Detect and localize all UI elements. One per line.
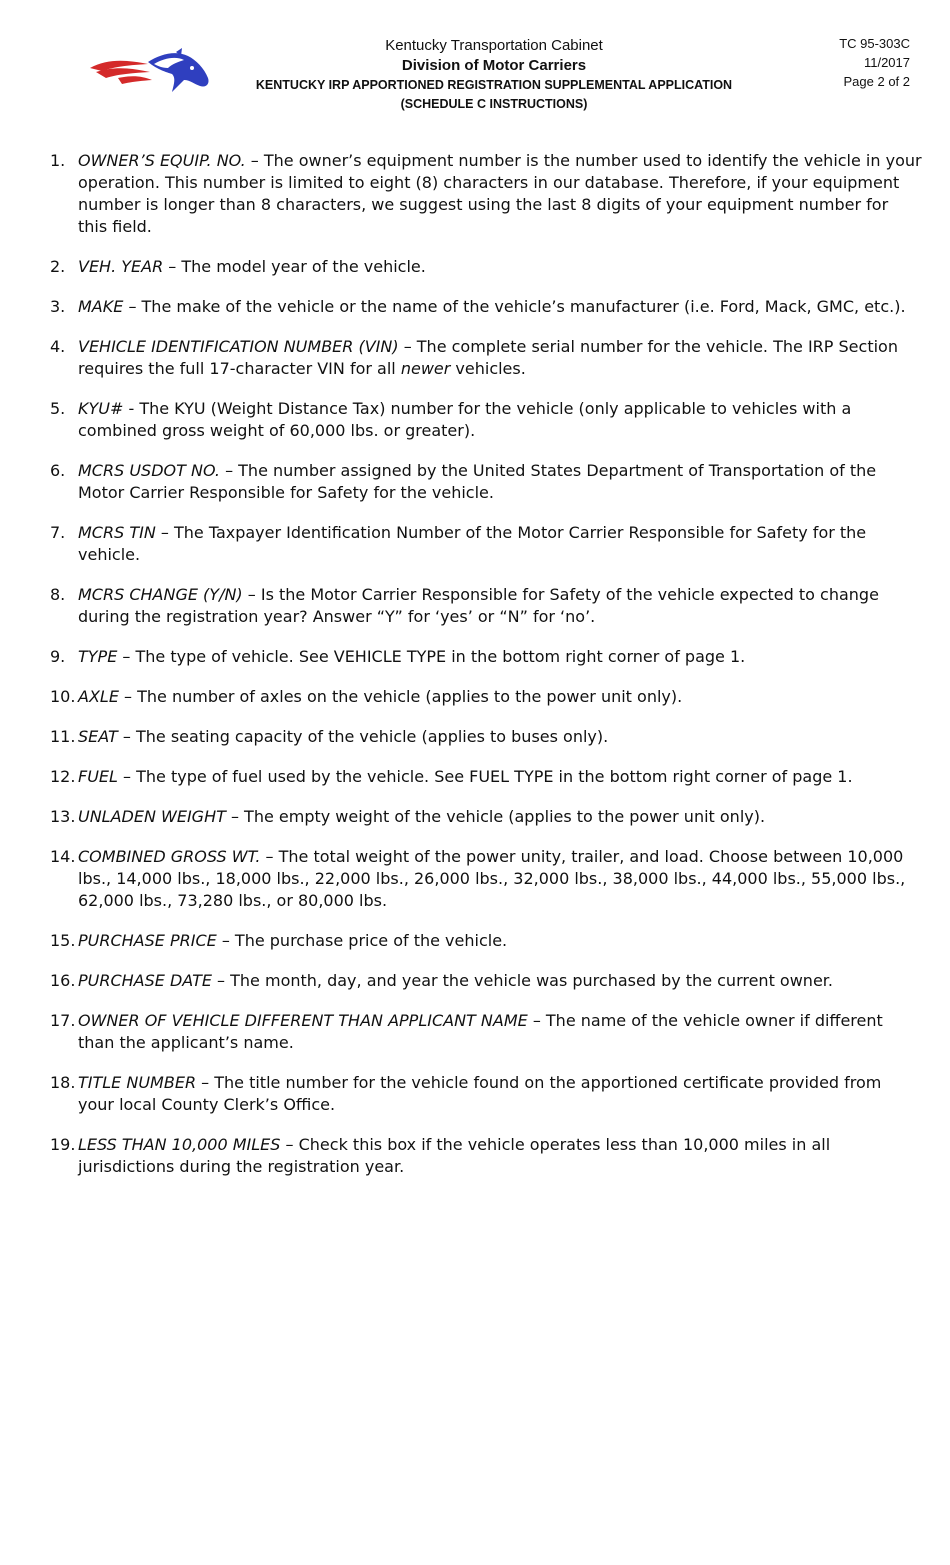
form-identifier bbox=[839, 34, 910, 91]
field-term: COMBINED GROSS WT. bbox=[78, 847, 261, 866]
field-term: FUEL bbox=[78, 767, 118, 786]
field-description: – The type of vehicle. See VEHICLE TYPE in the bottom right corner of page 1. bbox=[117, 647, 746, 666]
item-number: 9. bbox=[50, 647, 66, 666]
field-description: - The KYU (Weight Distance Tax) number for the vehicle (only applicable to vehicles with a combined gross weight of 60,000 lbs. or greater). bbox=[78, 399, 852, 440]
form-date: 11/2017 bbox=[863, 55, 910, 70]
form-number: TC 95-303C bbox=[839, 36, 910, 51]
item-number: 16. bbox=[50, 971, 76, 990]
field-term: OWNER OF VEHICLE DIFFERENT THAN APPLICANT NAME bbox=[78, 1011, 528, 1030]
item-number: 13. bbox=[50, 807, 76, 826]
field-term: TYPE bbox=[78, 647, 118, 666]
field-description: – The owner’s equipment number is the number used to identify the vehicle in your operation. This number is limited to eight (8) characters in our database. Therefore, if your equipment number is longer than 8 characters, we suggest using the last 8 digits of your equipment number for this field. bbox=[78, 151, 922, 236]
field-term: AXLE bbox=[78, 687, 119, 706]
item-number: 8. bbox=[50, 585, 66, 604]
field-term: VEH. YEAR bbox=[78, 257, 164, 276]
document-header bbox=[240, 36, 748, 114]
field-description: – Check this box if the vehicle operates less than 10,000 miles in all jurisdictions during the registration year. bbox=[78, 1135, 831, 1176]
field-description: – The seating capacity of the vehicle (applies to buses only). bbox=[117, 727, 609, 746]
field-description: – Is the Motor Carrier Responsible for Safety of the vehicle expected to change during the registration year? Answer “Y” for ‘yes’ or “N” for ‘no’. bbox=[78, 585, 879, 626]
field-term: VEHICLE IDENTIFICATION NUMBER (VIN) bbox=[78, 337, 399, 356]
field-term: MAKE bbox=[78, 297, 124, 316]
list-item bbox=[50, 1010, 922, 1054]
field-term: LESS THAN 10,000 MILES bbox=[78, 1135, 281, 1154]
field-description: – The complete serial number for the vehicle. The IRP Section requires the full 17-character VIN for all bbox=[78, 337, 898, 378]
list-item bbox=[50, 1072, 922, 1116]
item-number: 3. bbox=[50, 297, 66, 316]
item-number: 12. bbox=[50, 767, 76, 786]
field-description: – The empty weight of the vehicle (applies to the power unit only). bbox=[225, 807, 766, 826]
kentucky-horse-logo-icon bbox=[88, 48, 213, 96]
list-item bbox=[50, 646, 922, 668]
field-term: MCRS CHANGE (Y/N) bbox=[78, 585, 243, 604]
list-item bbox=[50, 336, 922, 380]
field-description: – The number of axles on the vehicle (applies to the power unit only). bbox=[118, 687, 683, 706]
item-number: 7. bbox=[50, 523, 66, 542]
list-item bbox=[50, 846, 922, 912]
list-item bbox=[50, 930, 922, 952]
field-description: – The Taxpayer Identification Number of the Motor Carrier Responsible for Safety for the vehicle. bbox=[78, 523, 867, 564]
field-description: – The purchase price of the vehicle. bbox=[216, 931, 508, 950]
list-item bbox=[50, 460, 922, 504]
form-subtitle: (SCHEDULE C INSTRUCTIONS) bbox=[400, 97, 588, 111]
field-term: PURCHASE PRICE bbox=[78, 931, 217, 950]
list-item bbox=[50, 296, 922, 318]
list-item bbox=[50, 398, 922, 442]
item-number: 19. bbox=[50, 1135, 76, 1154]
item-number: 17. bbox=[50, 1011, 76, 1030]
item-number: 1. bbox=[50, 151, 66, 170]
field-description: – The name of the vehicle owner if different than the applicant’s name. bbox=[78, 1011, 883, 1052]
item-number: 18. bbox=[50, 1073, 76, 1092]
list-item bbox=[50, 150, 922, 238]
field-description: – The type of fuel used by the vehicle. See FUEL TYPE in the bottom right corner of page 1. bbox=[117, 767, 853, 786]
field-description-end: vehicles. bbox=[450, 359, 526, 378]
list-item bbox=[50, 806, 922, 828]
field-term: SEAT bbox=[78, 727, 118, 746]
item-number: 4. bbox=[50, 337, 66, 356]
field-term: TITLE NUMBER bbox=[78, 1073, 197, 1092]
form-title: KENTUCKY IRP APPORTIONED REGISTRATION SUPPLEMENTAL APPLICATION bbox=[255, 78, 733, 92]
list-item bbox=[50, 766, 922, 788]
instruction-list bbox=[50, 150, 922, 1196]
emphasis-text: newer bbox=[400, 359, 451, 378]
item-number: 15. bbox=[50, 931, 76, 950]
field-term: KYU# bbox=[78, 399, 124, 418]
field-description: – The title number for the vehicle found on the apportioned certificate provided from your local County Clerk’s Office. bbox=[78, 1073, 882, 1114]
item-number: 14. bbox=[50, 847, 76, 866]
item-number: 6. bbox=[50, 461, 66, 480]
item-number: 5. bbox=[50, 399, 66, 418]
field-description: – The month, day, and year the vehicle was purchased by the current owner. bbox=[211, 971, 833, 990]
list-item bbox=[50, 970, 922, 992]
field-term: MCRS USDOT NO. bbox=[78, 461, 220, 480]
field-term: OWNER’S EQUIP. NO. bbox=[78, 151, 246, 170]
list-item bbox=[50, 584, 922, 628]
field-description: – The number assigned by the United States Department of Transportation of the Motor Carrier Responsible for Safety for the vehicle. bbox=[78, 461, 877, 502]
item-number: 2. bbox=[50, 257, 66, 276]
field-description: – The make of the vehicle or the name of the vehicle’s manufacturer (i.e. Ford, Mack, GMC, etc.). bbox=[123, 297, 906, 316]
list-item bbox=[50, 522, 922, 566]
page-number: Page 2 of 2 bbox=[843, 74, 910, 89]
list-item bbox=[50, 256, 922, 278]
item-number: 11. bbox=[50, 727, 76, 746]
agency-name: Kentucky Transportation Cabinet bbox=[385, 37, 603, 54]
field-term: MCRS TIN bbox=[78, 523, 156, 542]
division-name: Division of Motor Carriers bbox=[401, 57, 587, 74]
list-item bbox=[50, 1134, 922, 1178]
field-term: UNLADEN WEIGHT bbox=[78, 807, 226, 826]
field-description: – The model year of the vehicle. bbox=[163, 257, 426, 276]
field-term: PURCHASE DATE bbox=[78, 971, 212, 990]
list-item bbox=[50, 726, 922, 748]
item-number: 10. bbox=[50, 687, 76, 706]
field-description: – The total weight of the power unity, trailer, and load. Choose between 10,000 lbs., 14,000 lbs., 18,000 lbs., 22,000 lbs., 26,000 lbs., 32,000 lbs., 38,000 lbs., 44,000 lbs., 55,000 lbs., 62,000 lbs., 73,280 lbs., or 80,000 lbs. bbox=[78, 847, 906, 910]
list-item bbox=[50, 686, 922, 708]
